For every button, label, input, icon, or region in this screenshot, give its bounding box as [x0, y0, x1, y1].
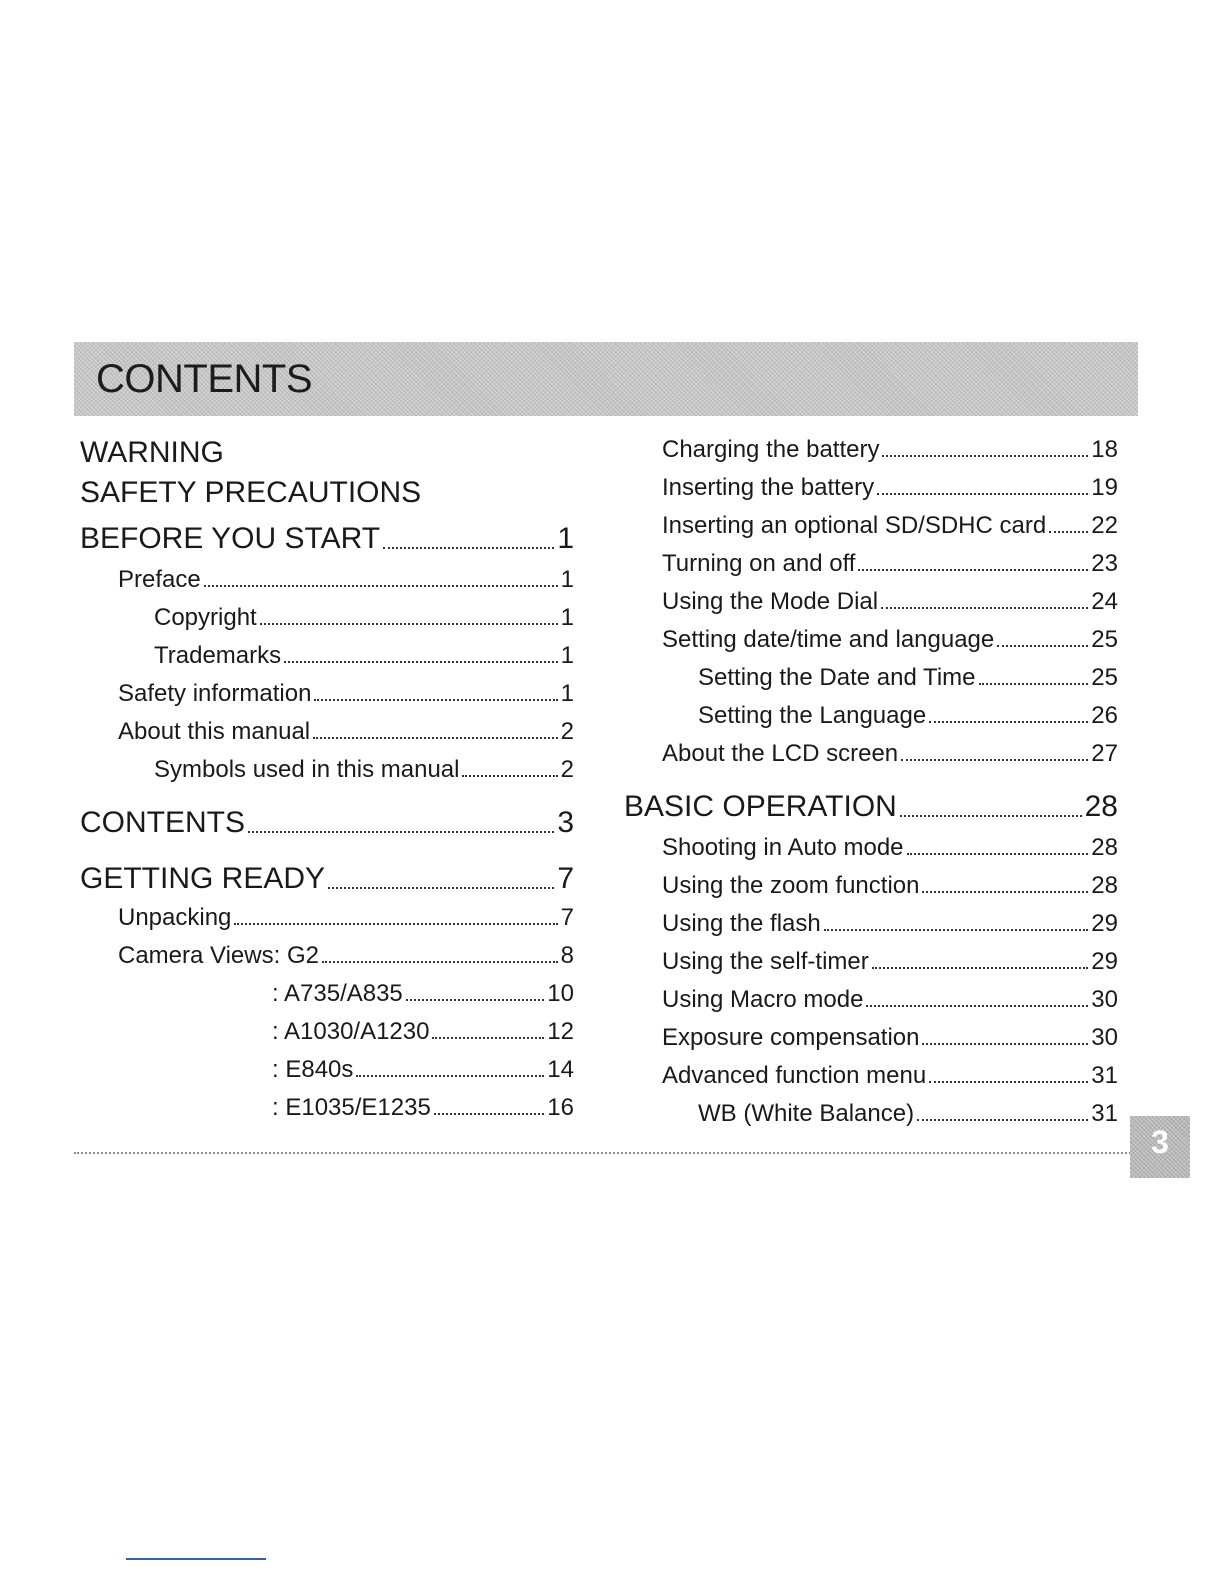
toc-entry[interactable]: Using the self-timer 29 [662, 948, 1118, 975]
toc-entry[interactable]: BASIC OPERATION 28 [624, 790, 1118, 823]
toc-entry[interactable]: CONTENTS 3 [80, 806, 574, 839]
toc-entry[interactable]: : E840s 14 [272, 1056, 574, 1083]
toc-entry[interactable]: Turning on and off 23 [662, 550, 1118, 577]
toc-entry[interactable]: Using the zoom function 28 [662, 872, 1118, 899]
toc-entry[interactable]: : A1030/A1230 12 [272, 1018, 574, 1045]
toc-entry[interactable]: Setting the Date and Time 25 [698, 664, 1118, 691]
toc-entry[interactable]: Setting the Language 26 [698, 702, 1118, 729]
toc-entry[interactable]: Inserting the battery 19 [662, 474, 1118, 501]
toc-heading-warning: WARNING [80, 436, 224, 469]
toc-entry[interactable]: : A735/A835 10 [272, 980, 574, 1007]
toc-entry[interactable]: Symbols used in this manual 2 [154, 756, 574, 783]
toc-entry[interactable]: Unpacking 7 [118, 904, 574, 931]
toc-entry[interactable]: Exposure compensation 30 [662, 1024, 1118, 1051]
toc-entry[interactable]: Shooting in Auto mode 28 [662, 834, 1118, 861]
toc-entry[interactable]: Preface 1 [118, 566, 574, 593]
bottom-rule [126, 1558, 266, 1560]
toc-entry[interactable]: Advanced function menu 31 [662, 1062, 1118, 1089]
toc-entry[interactable]: Using Macro mode 30 [662, 986, 1118, 1013]
toc-entry[interactable]: Camera Views: G2 8 [118, 942, 574, 969]
toc-entry[interactable]: Safety information 1 [118, 680, 574, 707]
toc-entry[interactable]: Inserting an optional SD/SDHC card 22 [662, 512, 1118, 539]
contents-banner [74, 342, 1138, 416]
toc-entry[interactable]: Using the Mode Dial 24 [662, 588, 1118, 615]
toc-heading-safety: SAFETY PRECAUTIONS [80, 476, 422, 509]
toc-entry[interactable]: About this manual 2 [118, 718, 574, 745]
page-title: CONTENTS [96, 357, 312, 401]
toc-entry[interactable]: About the LCD screen 27 [662, 740, 1118, 767]
toc-entry[interactable]: Trademarks 1 [154, 642, 574, 669]
toc-entry[interactable]: WB (White Balance) 31 [698, 1100, 1118, 1127]
toc-entry[interactable]: : E1035/E1235 16 [272, 1094, 574, 1121]
toc-entry[interactable]: Copyright 1 [154, 604, 574, 631]
page-number: 3 [1151, 1124, 1169, 1160]
footer-divider [74, 1152, 1134, 1154]
toc-entry[interactable]: Charging the battery 18 [662, 436, 1118, 463]
toc-entry[interactable]: GETTING READY 7 [80, 862, 574, 895]
page-number-tab [1130, 1116, 1190, 1178]
toc-entry[interactable]: Using the flash 29 [662, 910, 1118, 937]
toc-entry[interactable]: Setting date/time and language 25 [662, 626, 1118, 653]
toc-entry[interactable]: BEFORE YOU START 1 [80, 522, 574, 555]
